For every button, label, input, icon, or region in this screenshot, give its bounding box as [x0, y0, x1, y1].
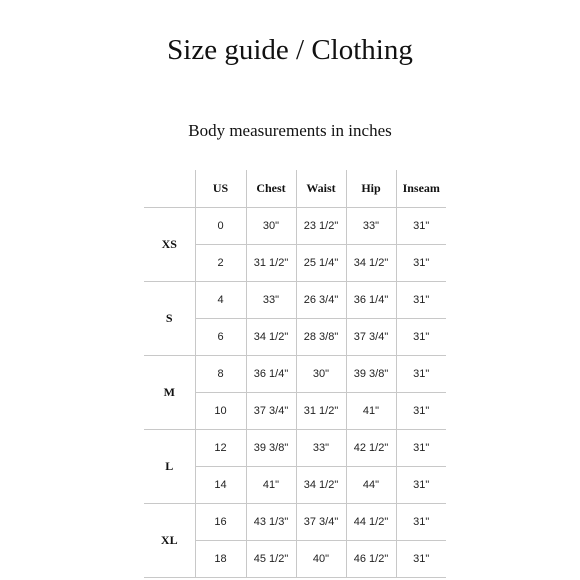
table-subtitle: Body measurements in inches: [188, 121, 392, 140]
cell-waist: 25 1/4": [296, 245, 346, 282]
table-row: [144, 504, 446, 541]
size-label-s: S: [144, 282, 195, 356]
cell-us: 10: [195, 393, 246, 430]
cell-chest: 43 1/3": [246, 504, 296, 541]
cell-waist: 37 3/4": [296, 504, 346, 541]
cell-us: 4: [195, 282, 246, 319]
cell-inseam: 31": [396, 319, 446, 356]
cell-waist: 31 1/2": [296, 393, 346, 430]
cell-chest: 41": [246, 467, 296, 504]
cell-hip: 44": [346, 467, 396, 504]
cell-hip: 44 1/2": [346, 504, 396, 541]
cell-inseam: 31": [396, 393, 446, 430]
cell-hip: 36 1/4": [346, 282, 396, 319]
cell-waist: 33": [296, 430, 346, 467]
cell-chest: 45 1/2": [246, 541, 296, 578]
cell-hip: 42 1/2": [346, 430, 396, 467]
cell-waist: 26 3/4": [296, 282, 346, 319]
page-title: Size guide / Clothing: [167, 34, 413, 66]
cell-us: 0: [195, 208, 246, 245]
cell-inseam: 31": [396, 356, 446, 393]
cell-waist: 40": [296, 541, 346, 578]
size-label-m: M: [144, 356, 195, 430]
cell-waist: 23 1/2": [296, 208, 346, 245]
header-inseam: Inseam: [396, 170, 446, 208]
size-label-l: L: [144, 430, 195, 504]
header-row: [144, 170, 446, 208]
cell-chest: 36 1/4": [246, 356, 296, 393]
cell-hip: 46 1/2": [346, 541, 396, 578]
cell-chest: 39 3/8": [246, 430, 296, 467]
cell-chest: 31 1/2": [246, 245, 296, 282]
cell-chest: 34 1/2": [246, 319, 296, 356]
cell-inseam: 31": [396, 430, 446, 467]
size-label-xs: XS: [144, 208, 195, 282]
size-column-header: [144, 170, 195, 208]
cell-inseam: 31": [396, 208, 446, 245]
header-us: US: [195, 170, 246, 208]
header-chest: Chest: [246, 170, 296, 208]
cell-us: 14: [195, 467, 246, 504]
cell-us: 2: [195, 245, 246, 282]
cell-inseam: 31": [396, 467, 446, 504]
cell-hip: 37 3/4": [346, 319, 396, 356]
size-label-xl: XL: [144, 504, 195, 578]
cell-hip: 34 1/2": [346, 245, 396, 282]
cell-inseam: 31": [396, 504, 446, 541]
cell-us: 6: [195, 319, 246, 356]
cell-inseam: 31": [396, 282, 446, 319]
cell-us: 16: [195, 504, 246, 541]
cell-us: 18: [195, 541, 246, 578]
header-hip: Hip: [346, 170, 396, 208]
cell-waist: 28 3/8": [296, 319, 346, 356]
cell-hip: 39 3/8": [346, 356, 396, 393]
table-body: [144, 208, 446, 578]
cell-chest: 37 3/4": [246, 393, 296, 430]
cell-hip: 33": [346, 208, 396, 245]
cell-waist: 30": [296, 356, 346, 393]
cell-inseam: 31": [396, 245, 446, 282]
header-waist: Waist: [296, 170, 346, 208]
cell-chest: 33": [246, 282, 296, 319]
cell-us: 8: [195, 356, 246, 393]
cell-inseam: 31": [396, 541, 446, 578]
table-row: [144, 356, 446, 393]
table-header: [144, 170, 446, 208]
table-row: [144, 208, 446, 245]
cell-waist: 34 1/2": [296, 467, 346, 504]
cell-us: 12: [195, 430, 246, 467]
table-row: [144, 430, 446, 467]
cell-chest: 30": [246, 208, 296, 245]
cell-hip: 41": [346, 393, 396, 430]
size-table: [144, 170, 446, 578]
table-row: [144, 282, 446, 319]
